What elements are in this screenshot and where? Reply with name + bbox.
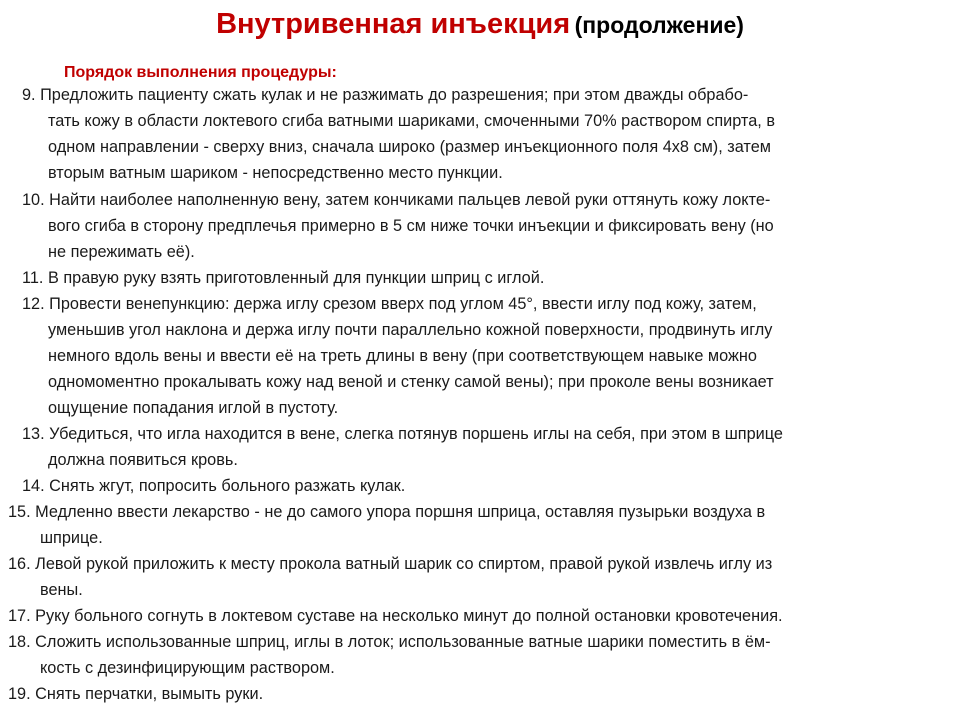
step-18-line-1: 18. Сложить использованные шприц, иглы в лоток; использованные ватные шарики поместить в ём- <box>8 633 771 651</box>
step-9-line-4: вторым ватным шариком - непосредственно место пункции. <box>48 164 503 182</box>
step-13-line-1: 13. Убедиться, что игла находится в вене, слегка потянув поршень иглы на себя, при этом в шприце <box>22 425 783 443</box>
step-12-line-3: немного вдоль вены и ввести её на треть длины в вену (при соответствующем навыке можно <box>48 347 757 365</box>
step-10-line-2: вого сгиба в сторону предплечья примерно в 5 см ниже точки инъекции и фиксировать вену (но <box>48 217 774 235</box>
step-11-line-1: 11. В правую руку взять приготовленный для пункции шприц с иглой. <box>22 269 545 287</box>
step-9-line-1: 9. Предложить пациенту сжать кулак и не разжимать до разрешения; при этом дважды обрабо- <box>22 86 749 104</box>
step-12-line-1: 12. Провести венепункцию: держа иглу срезом вверх под углом 45°, ввести иглу под кожу, затем, <box>22 295 757 313</box>
procedure-subtitle: Порядок выполнения процедуры: <box>64 64 337 81</box>
step-16-line-1: 16. Левой рукой приложить к месту прокола ватный шарик со спиртом, правой рукой извлечь иглу из <box>8 555 773 573</box>
step-9-line-3: одном направлении - сверху вниз, сначала широко (размер инъекционного поля 4х8 см), затем <box>48 138 771 156</box>
step-10-line-1: 10. Найти наиболее наполненную вену, затем кончиками пальцев левой руки оттянуть кожу локте- <box>22 191 771 209</box>
step-12-line-5: ощущение попадания иглой в пустоту. <box>48 399 339 417</box>
title-sub: (продолжение) <box>574 12 744 38</box>
step-19-line-1: 19. Снять перчатки, вымыть руки. <box>8 685 264 703</box>
step-15-line-2: шприце. <box>40 529 103 547</box>
step-12-line-2: уменьшив угол наклона и держа иглу почти параллельно кожной поверхности, продвинуть иглу <box>48 321 773 339</box>
step-18-line-2: кость с дезинфицирующим раствором. <box>40 659 335 677</box>
title-main: Внутривенная инъекция <box>216 8 571 40</box>
step-10-line-3: не пережимать её). <box>48 243 195 261</box>
step-14-line-1: 14. Снять жгут, попросить больного разжать кулак. <box>22 477 406 495</box>
step-17-line-1: 17. Руку больного согнуть в локтевом суставе на несколько минут до полной остановки кровотечения. <box>8 607 783 625</box>
step-15-line-1: 15. Медленно ввести лекарство - не до самого упора поршня шприца, оставляя пузырьки воздуха в <box>8 503 766 521</box>
step-9-line-2: тать кожу в области локтевого сгиба ватными шариками, смоченными 70% раствором спирта, в <box>48 112 775 130</box>
step-13-line-2: должна появиться кровь. <box>48 451 238 469</box>
step-12-line-4: одномоментно прокалывать кожу над веной и стенку самой вены); при проколе вены возникает <box>48 373 774 391</box>
step-16-line-2: вены. <box>40 581 83 599</box>
